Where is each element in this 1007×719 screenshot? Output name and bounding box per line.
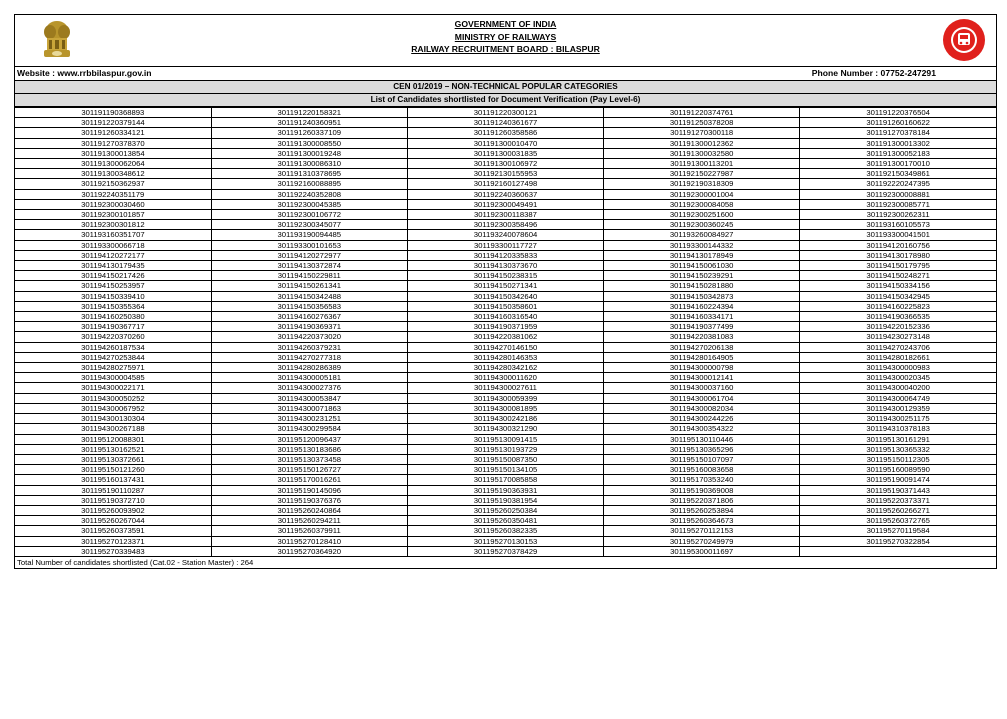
table-row <box>15 526 996 536</box>
notice-subtitle: List of Candidates shortlisted for Document Verification (Pay Level-6) <box>15 94 996 107</box>
roll-number-cell: 301193160351707 <box>15 230 211 240</box>
roll-number-cell: 301191300086310 <box>211 159 407 169</box>
roll-number-cell: 301194130372874 <box>211 261 407 271</box>
table-row <box>15 159 996 169</box>
table-row <box>15 352 996 362</box>
roll-number-cell: 301192300084058 <box>604 199 800 209</box>
table-row <box>15 301 996 311</box>
table-row <box>15 495 996 505</box>
roll-number-cell: 301191300013854 <box>15 148 211 158</box>
notice-title: CEN 01/2019 – NON-TECHNICAL POPULAR CATEGORIES <box>15 81 996 94</box>
roll-number-cell: 301194150356583 <box>211 301 407 311</box>
table-row <box>15 393 996 403</box>
table-row <box>15 261 996 271</box>
roll-number-cell: 301195190145096 <box>211 485 407 495</box>
roll-number-cell: 301194220381083 <box>604 332 800 342</box>
roll-number-cell: 301195120096437 <box>211 434 407 444</box>
roll-number-cell: 301194150339410 <box>15 291 211 301</box>
table-row <box>15 434 996 444</box>
roll-number-cell: 301195260267044 <box>15 516 211 526</box>
table-row <box>15 291 996 301</box>
roll-number-cell: 301192150362937 <box>15 179 211 189</box>
roll-number-cell: 301193300101653 <box>211 240 407 250</box>
table-row <box>15 424 996 434</box>
roll-number-cell: 301191250378208 <box>604 118 800 128</box>
roll-number-cell: 301194300027611 <box>407 383 603 393</box>
roll-number-cell: 301194150229811 <box>211 271 407 281</box>
roll-number-cell: 301193260084927 <box>604 230 800 240</box>
roll-number-cell: 301194150239291 <box>604 271 800 281</box>
roll-number-cell: 301192160088895 <box>211 179 407 189</box>
header-line-board: RAILWAY RECRUITMENT BOARD : BILASPUR <box>411 44 600 54</box>
roll-number-cell: 301192160127498 <box>407 179 603 189</box>
roll-number-cell: 301194150334156 <box>800 281 996 291</box>
roll-number-cell: 301191300052183 <box>800 148 996 158</box>
table-row <box>15 505 996 515</box>
table-row <box>15 128 996 138</box>
table-row <box>15 230 996 240</box>
roll-number-cell: 301192300049491 <box>407 199 603 209</box>
roll-number-cell: 301194300053847 <box>211 393 407 403</box>
roll-number-cell: 301194300005181 <box>211 373 407 383</box>
roll-number-cell: 301195130091415 <box>407 434 603 444</box>
roll-number-cell: 301191260358586 <box>407 128 603 138</box>
roll-number-cell: 301195260350481 <box>407 516 603 526</box>
roll-number-cell: 301191300113201 <box>604 159 800 169</box>
table-row <box>15 281 996 291</box>
roll-number-cell: 301194150248271 <box>800 271 996 281</box>
roll-number-cell: 301193160105573 <box>800 220 996 230</box>
roll-number-cell: 301191300106972 <box>407 159 603 169</box>
roll-number-cell: 301195270112153 <box>604 526 800 536</box>
roll-number-cell: 301194150342945 <box>800 291 996 301</box>
roll-number-cell: 301192300360245 <box>604 220 800 230</box>
roll-number-cell: 301191270300118 <box>604 128 800 138</box>
roll-number-cell: 301193300041501 <box>800 230 996 240</box>
roll-number-cell: 301194300000983 <box>800 363 996 373</box>
roll-number-cell: 301194120335833 <box>407 250 603 260</box>
roll-number-cell: 301195270364920 <box>211 546 407 556</box>
roll-number-cell: 301195270128410 <box>211 536 407 546</box>
table-row <box>15 210 996 220</box>
roll-number-cell: 301195220373371 <box>800 495 996 505</box>
table-row <box>15 108 996 118</box>
roll-number-cell: 301195160089590 <box>800 465 996 475</box>
roll-number-cell: 301195190369008 <box>604 485 800 495</box>
roll-number-cell: 301194220373020 <box>211 332 407 342</box>
roll-number-cell: 301194150179795 <box>800 261 996 271</box>
roll-number-cell: 301194130178980 <box>800 250 996 260</box>
roll-number-cell: 301192300030460 <box>15 199 211 209</box>
roll-number-cell: 301191300348612 <box>15 169 211 179</box>
roll-number-cell: 301195130162521 <box>15 444 211 454</box>
roll-number-cell: 301191300008550 <box>211 138 407 148</box>
table-row <box>15 148 996 158</box>
roll-number-cell: 301194300020345 <box>800 373 996 383</box>
roll-number-cell: 301194300011620 <box>407 373 603 383</box>
roll-number-cell: 301194300000798 <box>604 363 800 373</box>
roll-number-cell: 301195270130153 <box>407 536 603 546</box>
roll-number-cell: 301192300345077 <box>211 220 407 230</box>
roll-number-cell: 301194160224394 <box>604 301 800 311</box>
roll-number-cell: 301194300354322 <box>604 424 800 434</box>
roll-number-cell: 301195130373458 <box>211 454 407 464</box>
roll-number-cell: 301194300067952 <box>15 403 211 413</box>
roll-number-cell: 301194270243706 <box>800 342 996 352</box>
roll-number-cell: 301194300071863 <box>211 403 407 413</box>
table-row <box>15 536 996 546</box>
roll-number-cell: 301191260337109 <box>211 128 407 138</box>
roll-number-cell: 301194150261341 <box>211 281 407 291</box>
table-row <box>15 475 996 485</box>
roll-number-cell: 301194300022171 <box>15 383 211 393</box>
roll-number-cell: 301194150271341 <box>407 281 603 291</box>
roll-number-cell: 301194300037160 <box>604 383 800 393</box>
roll-number-cell: 301194120160756 <box>800 240 996 250</box>
roll-number-cell: 301195190372710 <box>15 495 211 505</box>
roll-number-cell: 301194190377499 <box>604 322 800 332</box>
table-row <box>15 179 996 189</box>
roll-number-cell: 301195150126727 <box>211 465 407 475</box>
roll-number-cell: 301194150281880 <box>604 281 800 291</box>
roll-number-cell: 301194310378183 <box>800 424 996 434</box>
roll-number-cell: 301192220247395 <box>800 179 996 189</box>
roll-number-cell: 301194150342488 <box>211 291 407 301</box>
roll-number-cell: 301194300082034 <box>604 403 800 413</box>
header-line-ministry: MINISTRY OF RAILWAYS <box>454 31 557 42</box>
table-row <box>15 199 996 209</box>
roll-number-cell: 301195150121260 <box>15 465 211 475</box>
roll-number-cell: 301194160225823 <box>800 301 996 311</box>
roll-number-cell: 301195130161291 <box>800 434 996 444</box>
roll-number-cell: 301195260382335 <box>407 526 603 536</box>
roll-number-cell: 301195260372765 <box>800 516 996 526</box>
table-row <box>15 414 996 424</box>
roll-number-cell: 301195260373591 <box>15 526 211 536</box>
roll-number-cell: 301195190371443 <box>800 485 996 495</box>
roll-number-cell: 301194280275971 <box>15 363 211 373</box>
table-row <box>15 485 996 495</box>
roll-number-cell: 301195260364673 <box>604 516 800 526</box>
roll-number-cell: 301195260250384 <box>407 505 603 515</box>
roll-number-cell: 301192300262311 <box>800 210 996 220</box>
roll-number-cell: 301194270253844 <box>15 352 211 362</box>
website-text: Website : www.rrbbilaspur.gov.in <box>17 68 152 78</box>
roll-number-cell: 301192240352808 <box>211 189 407 199</box>
roll-number-cell: 301195150087350 <box>407 454 603 464</box>
phone-text: Phone Number : 07752-247291 <box>811 68 936 78</box>
roll-number-cell: 301192190318309 <box>604 179 800 189</box>
table-row <box>15 363 996 373</box>
roll-number-cell: 301191300019248 <box>211 148 407 158</box>
roll-number-cell: 301194280164905 <box>604 352 800 362</box>
roll-number-cell: 301195170016261 <box>211 475 407 485</box>
roll-number-cell: 301191190368893 <box>15 108 211 118</box>
roll-number-cell: 301194300050252 <box>15 393 211 403</box>
roll-number-cell: 301195270322854 <box>800 536 996 546</box>
document-header <box>15 15 996 67</box>
roll-number-cell: 301194300130304 <box>15 414 211 424</box>
roll-number-cell: 301195130372661 <box>15 454 211 464</box>
roll-number-cell: 301194300231251 <box>211 414 407 424</box>
candidates-table <box>15 107 996 557</box>
roll-number-cell: 301194280146353 <box>407 352 603 362</box>
table-row <box>15 322 996 332</box>
roll-number-cell: 301192300118387 <box>407 210 603 220</box>
roll-number-cell: 301195190091474 <box>800 475 996 485</box>
roll-number-cell: 301193300144332 <box>604 240 800 250</box>
table-row <box>15 373 996 383</box>
roll-number-cell: 301195260294211 <box>211 516 407 526</box>
roll-number-cell: 301194190366535 <box>800 312 996 322</box>
roll-number-cell: 301191300031835 <box>407 148 603 158</box>
roll-number-cell: 301195190376376 <box>211 495 407 505</box>
roll-number-cell: 301194300244226 <box>604 414 800 424</box>
table-row <box>15 516 996 526</box>
roll-number-cell: 301194300040200 <box>800 383 996 393</box>
header-titles <box>15 18 996 56</box>
roll-number-cell: 301195160137431 <box>15 475 211 485</box>
roll-number-cell: 301194130178949 <box>604 250 800 260</box>
roll-number-cell: 301192150349861 <box>800 169 996 179</box>
roll-number-cell: 301191260160622 <box>800 118 996 128</box>
table-row <box>15 118 996 128</box>
roll-number-cell: 301194300004585 <box>15 373 211 383</box>
table-row <box>15 220 996 230</box>
roll-number-cell: 301195130365332 <box>800 444 996 454</box>
roll-number-cell: 301194260379231 <box>211 342 407 352</box>
table-row <box>15 332 996 342</box>
roll-number-cell: 301194300061704 <box>604 393 800 403</box>
roll-number-cell: 301194150342873 <box>604 291 800 301</box>
roll-number-cell: 301194150061030 <box>604 261 800 271</box>
roll-number-cell: 301192130155953 <box>407 169 603 179</box>
roll-number-cell: 301191220374761 <box>604 108 800 118</box>
roll-number-cell: 301194270146150 <box>407 342 603 352</box>
indian-railways-logo-icon <box>942 18 986 62</box>
roll-number-cell: 301193300066718 <box>15 240 211 250</box>
roll-number-cell: 301195260093902 <box>15 505 211 515</box>
roll-number-cell: 301192300106772 <box>211 210 407 220</box>
roll-number-cell: 301194280342162 <box>407 363 603 373</box>
roll-number-cell: 301194150217426 <box>15 271 211 281</box>
header-line-government: GOVERNMENT OF INDIA <box>454 19 557 29</box>
roll-number-cell: 301194220370260 <box>15 332 211 342</box>
roll-number-cell: 301192240351179 <box>15 189 211 199</box>
roll-number-cell: 301191300012362 <box>604 138 800 148</box>
roll-number-cell: 301192300001004 <box>604 189 800 199</box>
roll-number-cell: 301194150358601 <box>407 301 603 311</box>
table-row <box>15 250 996 260</box>
table-row <box>15 271 996 281</box>
roll-number-cell: 301195150134105 <box>407 465 603 475</box>
roll-number-cell: 301192300358496 <box>407 220 603 230</box>
roll-number-cell: 301195220371806 <box>604 495 800 505</box>
roll-number-cell: 301194150253957 <box>15 281 211 291</box>
roll-number-cell: 301194160276367 <box>211 312 407 322</box>
roll-number-cell: 301192150227987 <box>604 169 800 179</box>
roll-number-cell: 301193190094485 <box>211 230 407 240</box>
roll-number-cell: 301194150342640 <box>407 291 603 301</box>
roll-number-cell: 301191300032580 <box>604 148 800 158</box>
table-row <box>15 169 996 179</box>
table-row <box>15 546 996 556</box>
roll-number-cell: 301195130193729 <box>407 444 603 454</box>
roll-number-cell: 301195160083658 <box>604 465 800 475</box>
roll-number-cell: 301195190381954 <box>407 495 603 505</box>
roll-number-cell: 301191300062064 <box>15 159 211 169</box>
roll-number-cell: 301191260334121 <box>15 128 211 138</box>
roll-number-cell: 301192300045385 <box>211 199 407 209</box>
roll-number-cell: 301191220376504 <box>800 108 996 118</box>
roll-number-cell: 301194190369371 <box>211 322 407 332</box>
roll-number-cell: 301195190363931 <box>407 485 603 495</box>
roll-number-cell: 301194300012141 <box>604 373 800 383</box>
roll-number-cell: 301194280182661 <box>800 352 996 362</box>
roll-number-cell: 301192300085771 <box>800 199 996 209</box>
roll-number-cell: 301195260379911 <box>211 526 407 536</box>
roll-number-cell: 301192300251600 <box>604 210 800 220</box>
roll-number-cell: 301192300301812 <box>15 220 211 230</box>
roll-number-cell: 301194300081895 <box>407 403 603 413</box>
roll-number-cell: 301195170085858 <box>407 475 603 485</box>
roll-number-cell: 301194260187534 <box>15 342 211 352</box>
roll-number-cell: 301193240078604 <box>407 230 603 240</box>
roll-number-cell: 301194120272177 <box>15 250 211 260</box>
roll-number-cell: 301194300064749 <box>800 393 996 403</box>
roll-number-cell: 301195270339483 <box>15 546 211 556</box>
roll-number-cell: 301193300117727 <box>407 240 603 250</box>
roll-number-cell: 301191220300121 <box>407 108 603 118</box>
table-row <box>15 465 996 475</box>
roll-number-cell: 301194300299584 <box>211 424 407 434</box>
table-row <box>15 240 996 250</box>
roll-number-cell: 301194130179435 <box>15 261 211 271</box>
roll-number-cell: 301191270378370 <box>15 138 211 148</box>
roll-number-cell: 301192300101857 <box>15 210 211 220</box>
roll-number-cell: 301195120088301 <box>15 434 211 444</box>
document-sheet <box>14 14 997 569</box>
roll-number-cell: 301194300129359 <box>800 403 996 413</box>
roll-number-cell: 301195270119584 <box>800 526 996 536</box>
roll-number-cell: 301194130373670 <box>407 261 603 271</box>
roll-number-cell: 301191220379144 <box>15 118 211 128</box>
roll-number-cell: 301195130183686 <box>211 444 407 454</box>
roll-number-cell: 301194150238315 <box>407 271 603 281</box>
roll-number-cell: 301192240360637 <box>407 189 603 199</box>
roll-number-cell: 301194160316540 <box>407 312 603 322</box>
roll-number-cell: 301195150112305 <box>800 454 996 464</box>
roll-number-cell: 301195150107097 <box>604 454 800 464</box>
roll-number-cell: 301195260240864 <box>211 505 407 515</box>
table-row <box>15 138 996 148</box>
roll-number-cell: 301194160334171 <box>604 312 800 322</box>
roll-number-cell: 301191270378184 <box>800 128 996 138</box>
roll-number-cell: 301195270123371 <box>15 536 211 546</box>
roll-number-cell: 301195130365296 <box>604 444 800 454</box>
roll-number-cell: 301194270206138 <box>604 342 800 352</box>
roll-number-cell: 301194150355364 <box>15 301 211 311</box>
roll-number-cell: 301194300059399 <box>407 393 603 403</box>
roll-number-cell: 301195130110446 <box>604 434 800 444</box>
table-row <box>15 383 996 393</box>
roll-number-cell: 301191310378695 <box>211 169 407 179</box>
contact-row <box>15 67 996 81</box>
roll-number-cell: 301194230273148 <box>800 332 996 342</box>
roll-number-cell: 301194190371959 <box>407 322 603 332</box>
roll-number-cell: 301194220381062 <box>407 332 603 342</box>
roll-number-cell: 301195270249979 <box>604 536 800 546</box>
roll-number-cell: 301195300011697 <box>604 546 800 556</box>
roll-number-cell: 301194220152336 <box>800 322 996 332</box>
roll-number-cell: 301194280286389 <box>211 363 407 373</box>
roll-number-cell: 301194120272977 <box>211 250 407 260</box>
table-row <box>15 342 996 352</box>
table-row <box>15 312 996 322</box>
roll-number-cell: 301194190367717 <box>15 322 211 332</box>
roll-number-cell: 301194300251175 <box>800 414 996 424</box>
roll-number-cell: 301191240360951 <box>211 118 407 128</box>
table-row <box>15 403 996 413</box>
roll-number-cell: 301194300267188 <box>15 424 211 434</box>
roll-number-cell: 301191300010470 <box>407 138 603 148</box>
table-row <box>15 189 996 199</box>
roll-number-cell: 301195270378429 <box>407 546 603 556</box>
roll-number-cell: 301191300170010 <box>800 159 996 169</box>
roll-number-cell: 301192300008881 <box>800 189 996 199</box>
total-candidates-text: Total Number of candidates shortlisted (Cat.02 - Station Master) : 264 <box>15 557 996 569</box>
roll-number-cell: 301194270277318 <box>211 352 407 362</box>
table-row <box>15 454 996 464</box>
roll-number-cell: 301195260266271 <box>800 505 996 515</box>
roll-number-cell: 301195170353240 <box>604 475 800 485</box>
roll-number-cell: 301194300242186 <box>407 414 603 424</box>
roll-number-cell: 301194160250380 <box>15 312 211 322</box>
roll-number-cell: 301191220158321 <box>211 108 407 118</box>
roll-number-cell: 301194300321290 <box>407 424 603 434</box>
roll-number-cell <box>800 546 996 556</box>
table-row <box>15 444 996 454</box>
roll-number-cell: 301194300027376 <box>211 383 407 393</box>
roll-number-cell: 301195190110287 <box>15 485 211 495</box>
roll-number-cell: 301191240361677 <box>407 118 603 128</box>
roll-number-cell: 301195260253894 <box>604 505 800 515</box>
roll-number-cell: 301191300013302 <box>800 138 996 148</box>
